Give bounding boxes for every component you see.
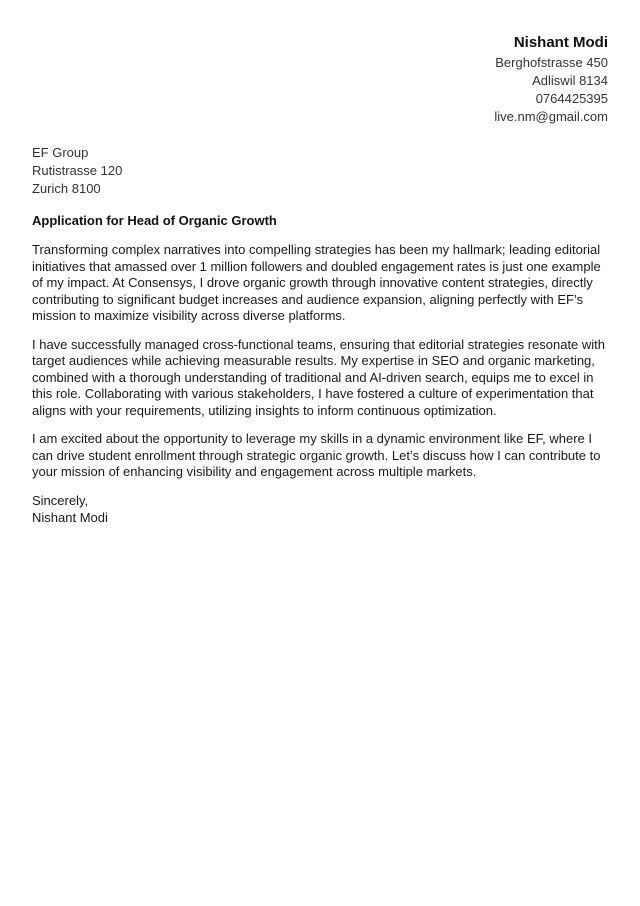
recipient-company: EF Group — [32, 145, 89, 160]
recipient-block — [32, 144, 122, 198]
recipient-street: Rutistrasse 120 — [32, 163, 123, 178]
closing-salutation: Sincerely, — [32, 493, 89, 508]
sender-email: live.nm@gmail.com — [494, 109, 608, 124]
letter-subject: Application for Head of Organic Growth — [32, 213, 277, 228]
recipient-city: Zurich 8100 — [32, 181, 101, 196]
sender-street: Berghofstrasse 450 — [495, 55, 608, 70]
letter-body — [32, 242, 610, 493]
sender-city: Adliswil 8134 — [532, 73, 608, 88]
body-paragraph-1: Transforming complex narratives into compelling strategies has been my hallmark; leading editorial initiatives that amassed over 1 million followers and doubled engagement rates is just one example of my impact. At Consensys, I drove organic growth through innovative content strategies, directly contributing to significant budget increases and audience expansion, aligning perfectly with EF’s mission to maximize visibility across diverse platforms. — [32, 242, 601, 323]
body-paragraph-2: I have successfully managed cross-functional teams, ensuring that editorial strategies resonate with target audiences while achieving measurable results. My expertise in SEO and organic marketing, combined with a thorough understanding of traditional and AI-driven search, equips me to excel in this role. Collaborating with various stakeholders, I have fostered a culture of experimentation that aligns with your requirements, utilizing insights to inform continuous optimization. — [32, 336, 606, 418]
sender-block — [494, 34, 608, 126]
body-paragraph-3: I am excited about the opportunity to leverage my skills in a dynamic environment like EF, where I can drive student enrollment through strategic organic growth. Let’s discuss how I can contribute to your mission of enhancing visibility and engagement across multiple markets. — [32, 431, 601, 479]
closing-block — [32, 492, 108, 526]
sender-phone: 0764425395 — [535, 91, 608, 106]
closing-signature: Nishant Modi — [32, 510, 108, 525]
sender-name: Nishant Modi — [513, 34, 608, 51]
